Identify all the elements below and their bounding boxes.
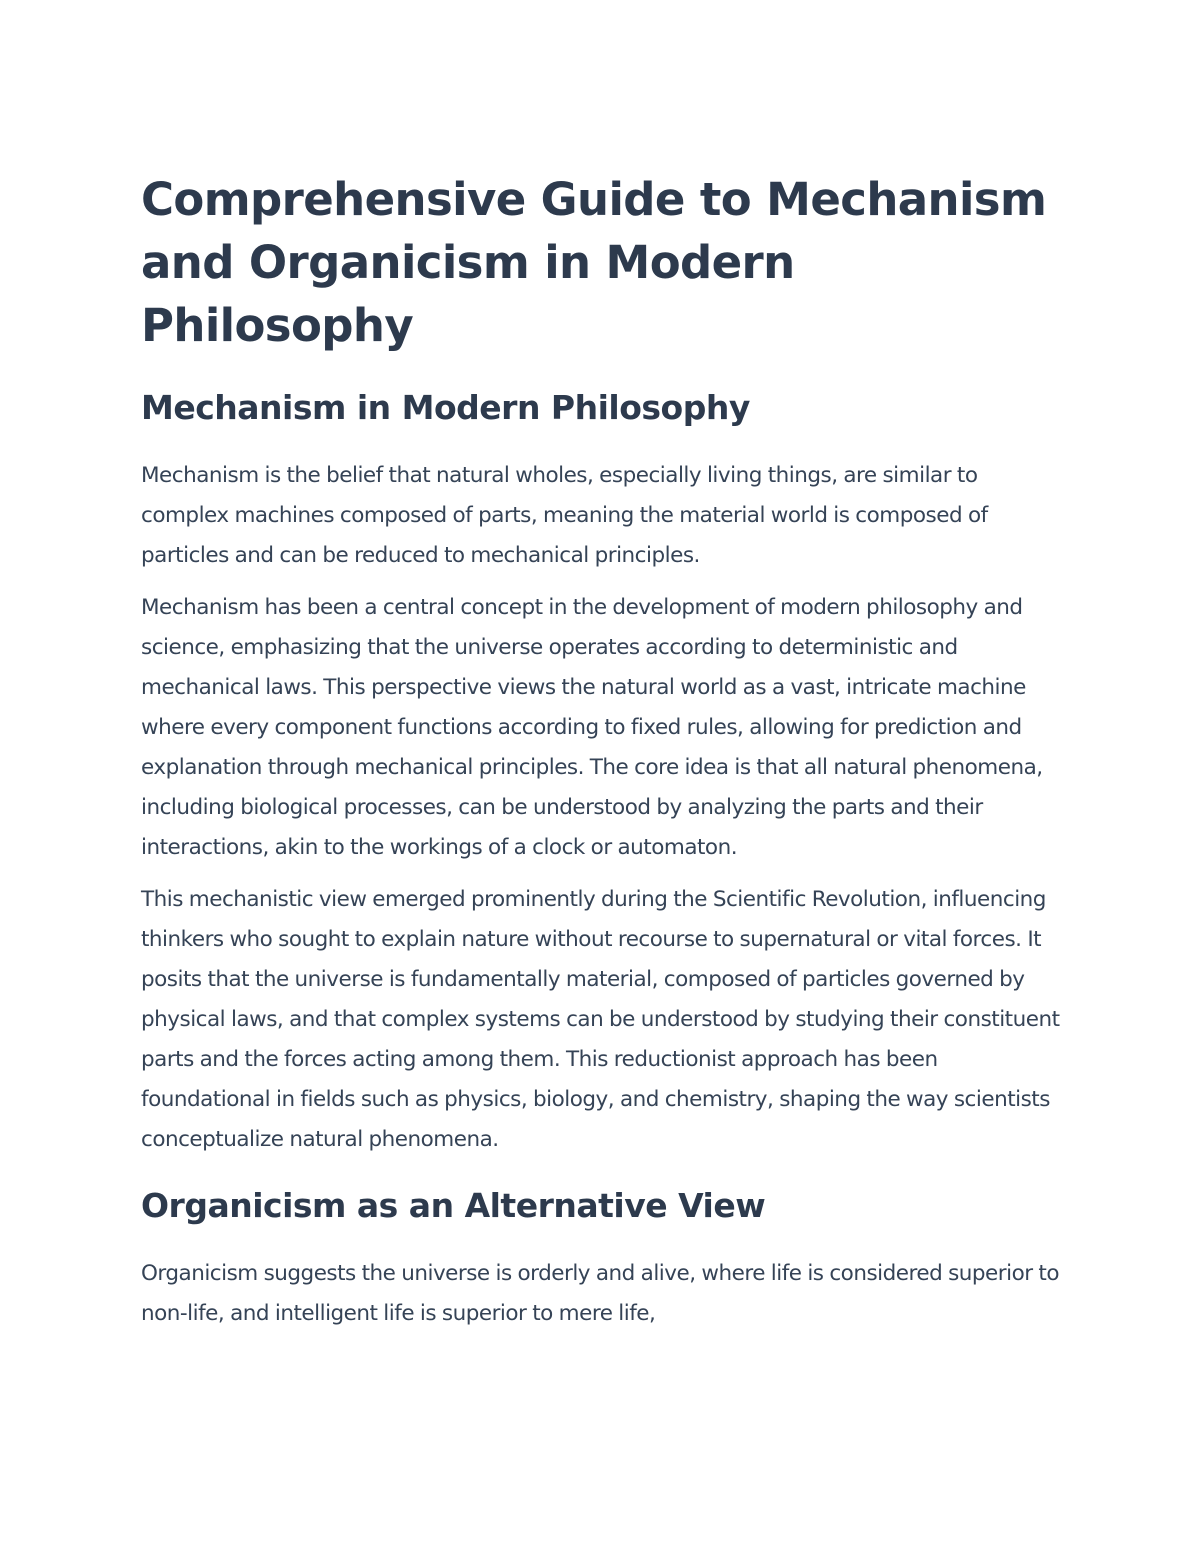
document-title: Comprehensive Guide to Mechanism and Organicism in Modern Philosophy bbox=[141, 173, 1047, 352]
paragraph-mechanism-definition: Mechanism is the belief that natural wholes, especially living things, are similar to complex machines composed of parts, meaning the material world is composed of particles and can be reduced to mechanical principles. bbox=[141, 463, 988, 568]
paragraph-organicism-definition: Organicism suggests the universe is orderly and alive, where life is considered superior to non-life, and intelligent life is superior to mere life, bbox=[141, 1261, 1059, 1326]
section-heading-mechanism: Mechanism in Modern Philosophy bbox=[141, 388, 750, 427]
section-mechanism bbox=[141, 386, 1061, 1160]
section-organicism bbox=[141, 1184, 1061, 1334]
paragraph-mechanism-scientific-revolution: This mechanistic view emerged prominently during the Scientific Revolution, influencing thinkers who sought to explain nature without recourse to supernatural or vital forces. It posits that the universe is fundamentally material, composed of particles governed by physical laws, and that complex systems can be understood by studying their constituent parts and the forces acting among them. This reductionist approach has been foundational in fields such as physics, biology, and chemistry, shaping the way scientists conceptualize natural phenomena. bbox=[141, 887, 1060, 1152]
document-page bbox=[141, 168, 1061, 1334]
paragraph-mechanism-central-concept: Mechanism has been a central concept in the development of modern philosophy and science, emphasizing that the universe operates according to deterministic and mechanical laws. This perspective views the natural world as a vast, intricate machine where every component functions according to fixed rules, allowing for prediction and explanation through mechanical principles. The core idea is that all natural phenomena, including biological processes, can be understood by analyzing the parts and their interactions, akin to the workings of a clock or automaton. bbox=[141, 595, 1043, 860]
section-heading-organicism: Organicism as an Alternative View bbox=[141, 1186, 766, 1225]
